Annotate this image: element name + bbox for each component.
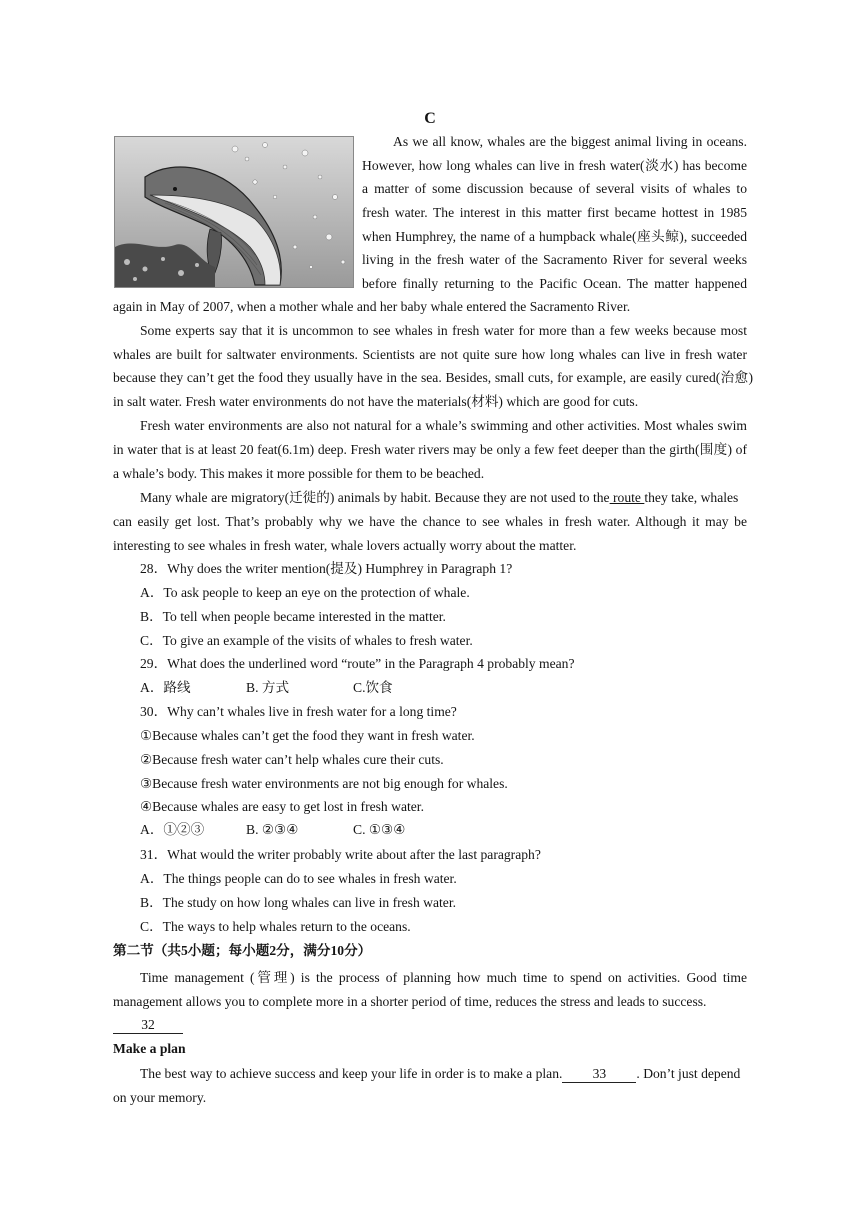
question-30-statement-1: ①Because whales can’t get the food they want in fresh water.	[140, 728, 475, 743]
plan-line-1-before: The best way to achieve success and keep your life in order is to make a plan.	[140, 1066, 563, 1081]
question-28-option-b: B．To tell when people became interested in the matter.	[140, 609, 446, 624]
p1-line-7: before finally returning to the Pacific Ocean. The matter happened	[362, 276, 747, 291]
p3-line-3: a whale’s body. This makes it more possible for them to be beached.	[113, 466, 485, 481]
p4-line-1-before: Many whale are migratory(迁徙的) animals by habit. Because they are not used to the	[140, 490, 610, 505]
question-29-option-c: C.饮食	[353, 680, 393, 695]
question-29-option-b: B. 方式	[246, 680, 290, 695]
p4-line-1-after: they take, whales	[644, 490, 739, 505]
p1-line-3: a matter of some discussion because of several visits of whales to	[362, 181, 747, 196]
whale-image	[115, 137, 353, 287]
p1-line-6: living in the fresh water of the Sacramento River for several weeks	[362, 252, 747, 267]
question-30-statement-4: ④Because whales are easy to get lost in fresh water.	[140, 799, 424, 814]
question-31-stem: 31．What would the writer probably write about after the last paragraph?	[140, 847, 541, 862]
question-30-option-b: B. ②③④	[246, 822, 299, 837]
blank-33: 33	[562, 1066, 636, 1083]
question-30-option-a: A．①②③	[140, 822, 205, 837]
question-31-option-c: C．The ways to help whales return to the oceans.	[140, 919, 411, 934]
question-31-option-a: A．The things people can do to see whales in fresh water.	[140, 871, 457, 886]
p3-line-2: in water that is at least 20 feat(6.1m) deep. Fresh water rivers may be only a few feet deeper than the girth(围度) of	[113, 442, 747, 457]
subheading-make-a-plan: Make a plan	[113, 1041, 186, 1056]
part2-heading: 第二节（共5小题；每小题2分，满分10分）	[113, 943, 372, 958]
question-29-stem: 29．What does the underlined word “route” in the Paragraph 4 probably mean?	[140, 656, 575, 671]
p3-line-1: Fresh water environments are also not natural for a whale’s swimming and other activities. Most whales swim	[140, 418, 747, 433]
whale-illustration	[114, 136, 354, 288]
blank-32: 32	[113, 1017, 183, 1034]
p1-line-4: fresh water. The interest in this matter first became hottest in 1985	[362, 205, 747, 220]
question-29-option-a: A．路线	[140, 680, 191, 695]
p2-line-3: because they can’t get the food they usually have in the sea. Besides, small cuts, for example, are easily cured(治愈)	[113, 370, 753, 385]
section-letter: C	[424, 110, 436, 127]
question-28-stem: 28．Why does the writer mention(提及) Humphrey in Paragraph 1?	[140, 561, 513, 576]
p1-line-2: However, how long whales can live in fresh water(淡水) has become	[362, 158, 747, 173]
question-30-option-c: C. ①③④	[353, 822, 406, 837]
p1-line-5: when Humphrey, the name of a humpback whale(座头鲸), succeeded	[362, 229, 747, 244]
plan-line-2: on your memory.	[113, 1090, 207, 1105]
p1-line-8: again in May of 2007, when a mother whale and her baby whale entered the Sacramento River.	[113, 299, 631, 314]
part2-intro-line-2: management allows you to complete more in a shorter period of time, reduces the stress and leads to success.	[113, 994, 707, 1009]
question-30-statement-3: ③Because fresh water environments are not big enough for whales.	[140, 776, 508, 791]
plan-line-1	[140, 1066, 740, 1083]
question-30-statement-2: ②Because fresh water can’t help whales cure their cuts.	[140, 752, 444, 767]
p2-line-4: in salt water. Fresh water environments do not have the materials(材料) which are good for cuts.	[113, 394, 639, 409]
p2-line-2: whales are built for saltwater environments. Scientists are not quite sure how long whales can live in fresh water	[113, 347, 747, 362]
part2-intro-line-1: Time management (管理) is the process of planning how much time to spend on activities. Good time	[140, 970, 747, 985]
p1-line-1: As we all know, whales are the biggest animal living in oceans.	[393, 134, 747, 149]
question-28-option-c: C．To give an example of the visits of whales to fresh water.	[140, 633, 473, 648]
question-28-option-a: A．To ask people to keep an eye on the protection of whale.	[140, 585, 470, 600]
underlined-word-route: route	[609, 490, 645, 505]
question-31-option-b: B．The study on how long whales can live in fresh water.	[140, 895, 456, 910]
question-30-stem: 30．Why can’t whales live in fresh water for a long time?	[140, 704, 457, 719]
plan-line-1-after: . Don’t just depend	[636, 1066, 741, 1081]
p4-line-1	[140, 490, 738, 506]
p4-line-2: can easily get lost. That’s probably why we have the chance to see whales in fresh water. Although it may be	[113, 514, 747, 529]
p2-line-1: Some experts say that it is uncommon to see whales in fresh water for more than a few weeks because most	[140, 323, 747, 338]
p4-line-3: interesting to see whales in fresh water, whale lovers actually worry about the matter.	[113, 538, 577, 553]
